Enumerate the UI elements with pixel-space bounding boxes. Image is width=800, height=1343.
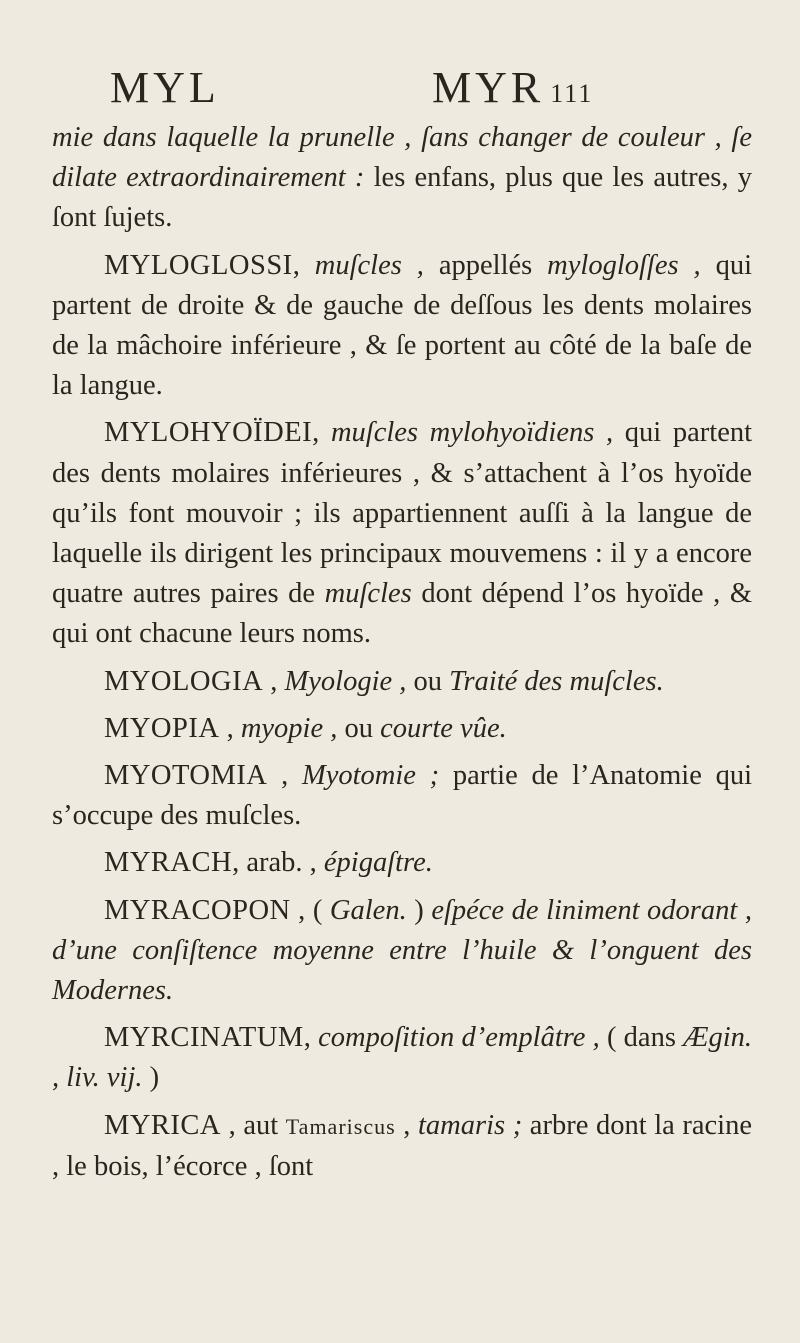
headword: MYOLOGIA [104, 665, 264, 697]
entry-text: ) [406, 894, 432, 926]
headword: MYRACOPON [104, 894, 291, 926]
italic-text: Ægin. , liv. vij. [52, 1022, 752, 1094]
headword: MYOTOMIA [104, 760, 268, 792]
dictionary-entry [52, 891, 752, 1012]
header-left: MYL [110, 63, 220, 112]
small-caps-text: Tamariscus [285, 1113, 396, 1139]
entry-text: , [395, 1109, 418, 1141]
italic-text: mylogloſſes , [547, 249, 701, 281]
entry-text: qui partent des dents molaires inférieures , & s’attachent à l’os hyoïde qu’ils font mouvoir ; ils appartiennent auſſi à la langue de laquelle ils dirigent les principaux mouvemens : il y a encore quatre autres paires de [52, 417, 753, 610]
entry-text: , [219, 712, 241, 744]
entry-text: , [292, 249, 315, 281]
italic-text: Traité des muſcles. [449, 665, 664, 697]
italic-text: compoſition d’emplâtre , [318, 1022, 600, 1054]
dictionary-text [52, 118, 752, 1187]
entry-text: , aut [221, 1109, 286, 1141]
dictionary-entry [52, 709, 752, 749]
italic-text: Myologie , [284, 665, 407, 697]
entry-text: , [263, 665, 285, 697]
dictionary-entry [52, 1018, 752, 1098]
entry-text: , ( [290, 894, 330, 926]
headword: MYRCINATUM [104, 1022, 304, 1054]
entry-text: , [312, 417, 331, 449]
italic-text: Myotomie ; [301, 760, 440, 792]
italic-text: tamaris ; [418, 1109, 523, 1141]
italic-text: muſcles [324, 578, 412, 610]
headword: MYRACH [104, 847, 233, 879]
entry-text: dont dépend l’os hyoïde , & qui ont chacune leurs noms. [52, 578, 752, 650]
entry-text: , arab. , [232, 847, 324, 879]
headword: MYOPIA [104, 712, 220, 744]
entry-text: , [267, 760, 302, 792]
italic-text: eſpéce de liniment odorant , d’une conſiſtence moyenne entre l’huile & l’onguent des Modernes. [52, 894, 752, 1007]
dictionary-entry [52, 413, 752, 654]
headword: MYRICA [104, 1109, 222, 1141]
italic-text: Galen. [329, 894, 407, 926]
entry-text: les enfans, plus que les autres, y ſont ſujets. [52, 162, 752, 234]
headword: MYLOHYOÏDEI [104, 417, 313, 449]
running-header [110, 62, 730, 112]
dictionary-entry [52, 1106, 752, 1187]
headword: MYLOGLOSSI [104, 249, 293, 281]
entry-text: ou [406, 665, 450, 697]
entry-text: ou [337, 712, 381, 744]
continued-paragraph [52, 118, 752, 239]
entry-text: ) [142, 1062, 160, 1094]
entry-text: qui partent de droite & de gauche de deſſous les dents molaires de la mâchoire inférieure , & ſe portent au côté de la baſe de la langue. [52, 249, 753, 402]
italic-text: myopie , [240, 712, 338, 744]
italic-text: muſcles , [314, 249, 424, 281]
entry-text: , [303, 1022, 319, 1054]
italic-text: épigaſtre. [323, 847, 433, 879]
dictionary-entry [52, 756, 752, 836]
header-right-word: MYR [432, 63, 545, 112]
header-right [432, 62, 593, 113]
entry-text: ( dans [599, 1022, 684, 1054]
dictionary-entry [52, 246, 752, 407]
italic-text: muſcles mylohyoïdiens , [330, 417, 614, 449]
italic-text: courte vûe. [380, 712, 507, 744]
page-number: 111 [550, 79, 594, 108]
dictionary-entry [52, 843, 752, 883]
dictionary-entry [52, 662, 752, 702]
italic-text: mie dans laquelle la prunelle , ſans changer de couleur , ſe dilate extraordinairement : [52, 122, 752, 194]
entry-text: appellés [423, 249, 548, 281]
entry-text: partie de l’Anatomie qui s’occupe des muſcles. [52, 760, 752, 832]
entry-text: arbre dont la racine , le bois, l’écorce , ſont [52, 1109, 753, 1182]
